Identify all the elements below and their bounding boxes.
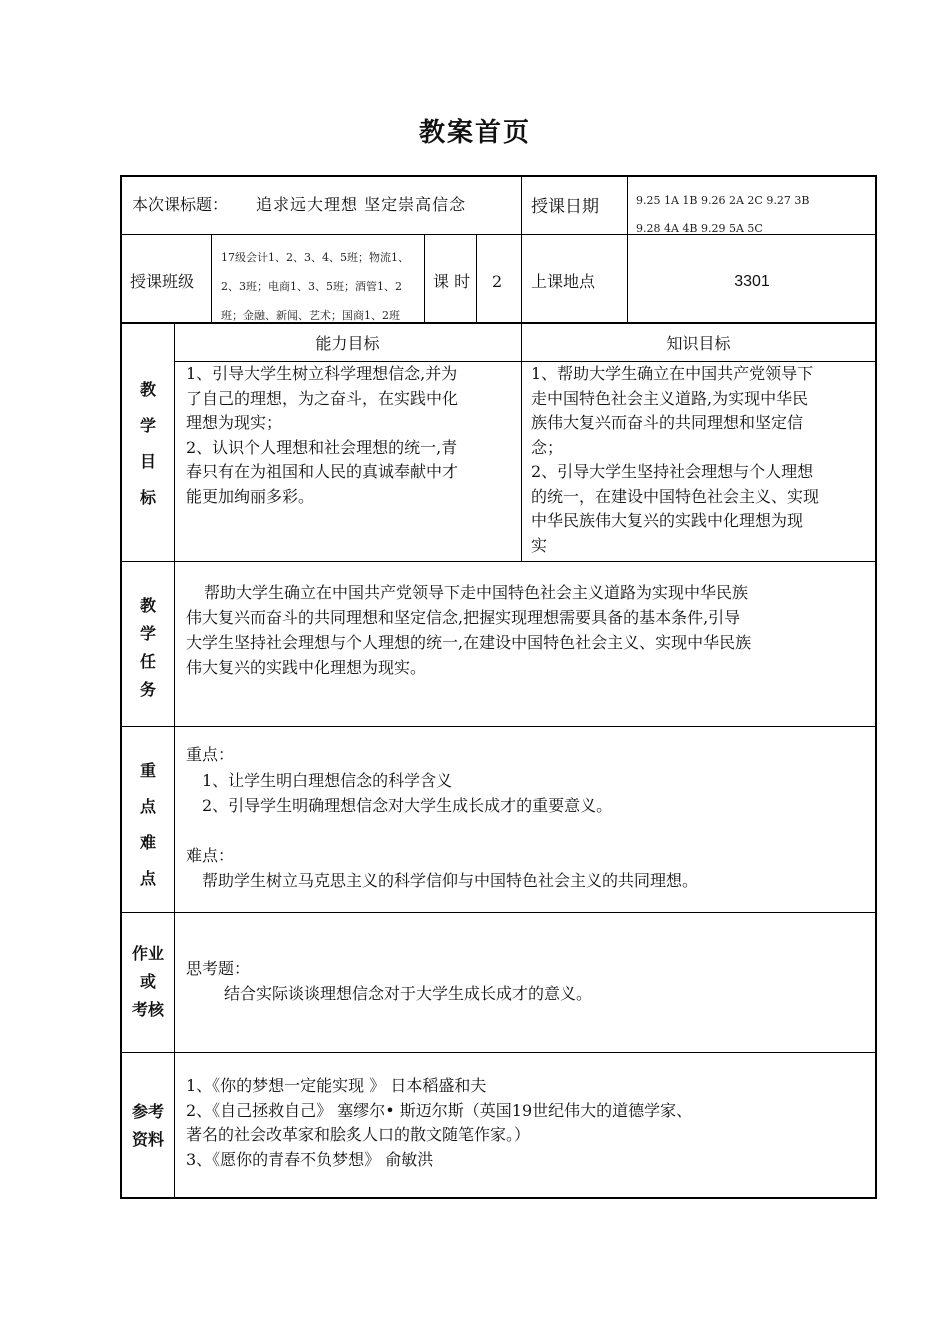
task-text (186, 580, 751, 680)
topic-label: 本次课标题： (132, 195, 229, 214)
ability-header: 能力目标 (315, 334, 380, 353)
difficult-title: 难点： (186, 846, 235, 865)
knowledge-line: 族伟大复兴而奋斗的共同理想和坚定信 (531, 413, 804, 432)
ability-line: 能更加绚丽多彩。 (186, 486, 315, 506)
references-label (122, 1098, 174, 1154)
knowledge-line: 走中国特色社会主义道路,为实现中华民 (531, 388, 809, 408)
references-label-line: 资料 (131, 1130, 164, 1149)
ability-line: 春只有在为祖国和人民的真诚奉献中才 (186, 462, 459, 481)
location-label: 上课地点 (531, 272, 596, 291)
ability-goals (186, 362, 458, 509)
date-label: 授课日期 (531, 197, 599, 217)
key-title: 重点： (186, 745, 235, 764)
date-line-1: 9.25 1A 1B 9.26 2A 2C 9.27 3B (636, 194, 810, 207)
key-item: 2、引导学生明确理想信念对大学生成长成才的重要意义。 (202, 796, 613, 815)
homework-label-line: 或 (139, 972, 156, 991)
knowledge-header: 知识目标 (666, 334, 731, 353)
knowledge-line: 实 (531, 535, 548, 555)
knowledge-line: 1、帮助大学生确立在中国共产党领导下 (531, 364, 814, 383)
reference-item: 2、《自己拯救自己》 塞缪尔• 斯迈尔斯（英国19世纪伟大的道德学家、 (186, 1100, 693, 1120)
homework-label (122, 940, 174, 1024)
ability-line: 2、认识个人理想和社会理想的统一,青 (186, 437, 458, 457)
references-label-line: 参考 (131, 1102, 164, 1121)
key-points-label: 重点难点 (139, 761, 156, 888)
task-line: 大学生坚持社会理想与个人理想的统一,在建设中国特色社会主义、实现中华民族 (186, 633, 752, 652)
reference-item: 1、《你的梦想一定能实现 》 日本稻盛和夫 (186, 1076, 487, 1095)
knowledge-line: 的统一，在建设中国特色社会主义、实现 (531, 486, 820, 506)
knowledge-line: 念； (531, 437, 564, 457)
reference-item: 3、《愿你的青春不负梦想》 俞敏洪 (186, 1149, 434, 1169)
task-line: 伟大复兴而奋斗的共同理想和坚定信念,把握实现理想需要具备的基本条件,引导 (186, 608, 741, 627)
knowledge-goals (531, 362, 819, 558)
class-line-1: 17级会计1、2、3、4、5班；物流1、 (221, 251, 409, 264)
date-line-2: 9.28 4A 4B 9.29 5A 5C (636, 222, 763, 235)
class-label: 授课班级 (130, 272, 195, 291)
ability-line: 了自己的理想，为之奋斗，在实践中化 (186, 388, 459, 408)
reference-item: 著名的社会改革家和脍炙人口的散文随笔作家。） (186, 1125, 531, 1144)
ability-line: 1、引导大学生树立科学理想信念,并为 (186, 364, 458, 383)
objectives-label: 教学目标 (139, 380, 156, 507)
task-label: 教学任务 (139, 596, 156, 699)
homework-title: 思考题： (186, 959, 251, 978)
homework-label-line: 考核 (131, 1000, 164, 1019)
hours-value: 2 (492, 272, 503, 291)
difficult-text: 帮助学生树立马克思主义的科学信仰与中国特色社会主义的共同理想。 (202, 871, 699, 890)
homework-text: 结合实际谈谈理想信念对于大学生成长成才的意义。 (224, 984, 593, 1003)
ability-line: 理想为现实； (186, 413, 283, 432)
homework-label-line: 作业 (131, 944, 164, 963)
task-line: 帮助大学生确立在中国共产党领导下走中国特色社会主义道路为实现中华民族 (204, 583, 749, 602)
knowledge-line: 2、引导大学生坚持社会理想与个人理想 (531, 462, 814, 481)
class-line-3: 班；金融、新闻、艺术；国商1、2班 (221, 309, 400, 322)
page-title: 教案首页 (418, 118, 531, 148)
references-list (186, 1074, 692, 1172)
task-line: 伟大复兴的实践中化理想为现实。 (186, 658, 427, 677)
class-line-2: 2、3班；电商1、3、5班；酒管1、2 (221, 280, 402, 293)
knowledge-line: 中华民族伟大复兴的实践中化理想为现 (531, 511, 804, 530)
topic-value: 追求远大理想 坚定崇高信念 (256, 195, 467, 214)
location-value: 3301 (734, 273, 770, 290)
hours-label: 课 时 (433, 272, 471, 291)
key-item: 1、让学生明白理想信念的科学含义 (202, 771, 453, 790)
